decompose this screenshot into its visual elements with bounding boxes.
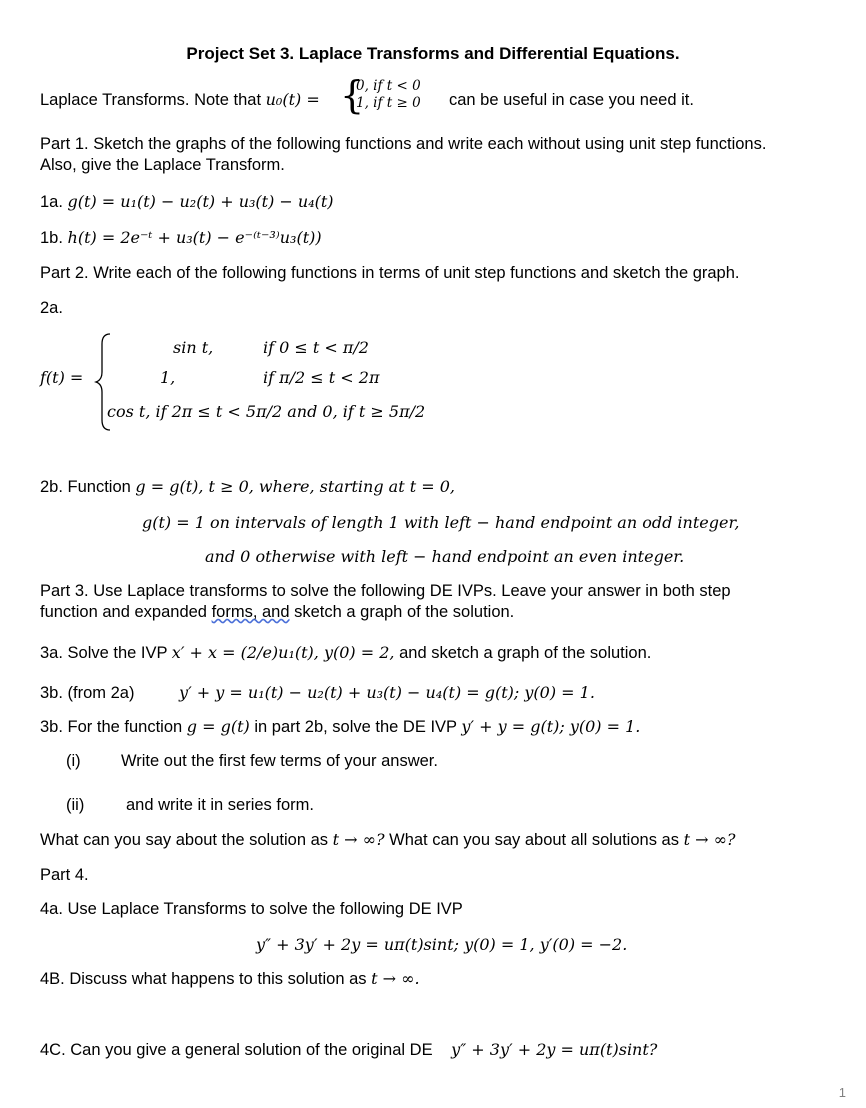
part3-question-arrow2: t → ∞? [683, 830, 736, 849]
part4-b [40, 968, 420, 990]
piecewise-lhs: f(t) = [40, 368, 84, 387]
part3-b2-expr2: y′ + y = g(t); y(0) = 1. [461, 717, 641, 736]
part3-line2-underlined: forms, and [211, 603, 290, 621]
part4-heading: Part 4. [40, 866, 89, 884]
part4-c-text: 4C. Can you give a general solution of the original DE [40, 1041, 433, 1059]
piecewise-row2-cond: if π/2 ≤ t < 2π [263, 368, 380, 387]
piecewise-row1-value: sin t, [173, 338, 214, 357]
part3-b2-text2: in part 2b, solve the DE IVP [254, 718, 457, 736]
part3-question-text2: What can you say about all solutions as [389, 831, 679, 849]
part4-b-arrow: t → ∞. [371, 969, 420, 988]
part4-a-text: 4a. Use Laplace Transforms to solve the following DE IVP [40, 900, 463, 918]
part3-b1-label: 3b. (from 2a) [40, 684, 135, 702]
intro-text-after: can be useful in case you need it. [449, 91, 694, 109]
intro-line [40, 89, 320, 111]
part2-b-line3: and 0 otherwise with left − hand endpoint an even integer. [205, 547, 685, 566]
part1-b-label: 1b. [40, 229, 63, 247]
part3-question [40, 829, 735, 851]
part1-b [40, 227, 322, 249]
part4-b-text: 4B. Discuss what happens to this solution as [40, 970, 367, 988]
part3-a [40, 642, 651, 664]
part3-b2 [40, 716, 640, 738]
part3-ii-label: (ii) [66, 796, 85, 814]
piecewise-row2-value: 1, [160, 368, 176, 387]
part3-a-text: 3a. Solve the IVP [40, 644, 168, 662]
part2-b-expr: g = g(t), t ≥ 0, where, starting at t = 0, [135, 477, 456, 496]
piecewise-row3: cos t, if 2π ≤ t < 5π/2 and 0, if t ≥ 5π/2 [107, 402, 426, 421]
part1-b-expr: h(t) = 2e⁻ᵗ + u₃(t) − e⁻⁽ᵗ⁻³⁾u₃(t)) [67, 228, 322, 247]
part2-a-label: 2a. [40, 299, 63, 317]
part3-line2-a: function and expanded [40, 603, 207, 621]
part1-line2: Also, give the Laplace Transform. [40, 156, 285, 174]
part3-a-expr: x′ + x = (2/e)u₁(t), y(0) = 2, [171, 643, 395, 662]
part2-b [40, 476, 455, 498]
part3-line2 [40, 601, 514, 623]
page-number: 1 [838, 1085, 846, 1100]
page-title: Project Set 3. Laplace Transforms and Differential Equations. [186, 44, 680, 63]
part3-question-text1: What can you say about the solution as [40, 831, 329, 849]
part3-line1: Part 3. Use Laplace transforms to solve the following DE IVPs. Leave your answer in both step [40, 582, 731, 600]
part1-a-label: 1a. [40, 193, 63, 211]
part3-b2-text: 3b. For the function [40, 718, 183, 736]
intro-u0: u₀(t) = [265, 90, 320, 109]
part3-b1 [40, 682, 595, 704]
part1-a [40, 191, 334, 213]
part2-b-line2: g(t) = 1 on intervals of length 1 with left − hand endpoint an odd integer, [142, 513, 740, 532]
part2-line1: Part 2. Write each of the following functions in terms of unit step functions and sketch the graph. [40, 264, 740, 282]
intro-case-1: 0, if t < 0 [356, 78, 421, 94]
intro-case-2: 1, if t ≥ 0 [356, 95, 421, 111]
part4-c-expr: y″ + 3y′ + 2y = uπ(t)sint? [451, 1040, 658, 1059]
part2-b-text: 2b. Function [40, 478, 131, 496]
part3-question-arrow1: t → ∞? [332, 830, 385, 849]
piecewise-row1-cond: if 0 ≤ t < π/2 [263, 338, 369, 357]
part3-ii-text: and write it in series form. [126, 796, 314, 814]
part3-line2-c: sketch a graph of the solution. [294, 603, 515, 621]
part4-a-expr: y″ + 3y′ + 2y = uπ(t)sint; y(0) = 1, y′(0) = −2. [256, 935, 628, 954]
part3-b1-expr: y′ + y = u₁(t) − u₂(t) + u₃(t) − u₄(t) = g(t); y(0) = 1. [179, 683, 595, 702]
part4-c [40, 1039, 657, 1061]
intro-text: Laplace Transforms. Note that [40, 91, 262, 109]
part1-line1: Part 1. Sketch the graphs of the following functions and write each without using unit step functions. [40, 135, 767, 153]
part3-a-text2: and sketch a graph of the solution. [399, 644, 652, 662]
part3-i-label: (i) [66, 752, 81, 770]
part1-a-expr: g(t) = u₁(t) − u₂(t) + u₃(t) − u₄(t) [67, 192, 334, 211]
intro-brace: { [340, 73, 365, 117]
part3-b2-expr: g = g(t) [186, 717, 250, 736]
part3-i-text: Write out the first few terms of your answer. [121, 752, 438, 770]
